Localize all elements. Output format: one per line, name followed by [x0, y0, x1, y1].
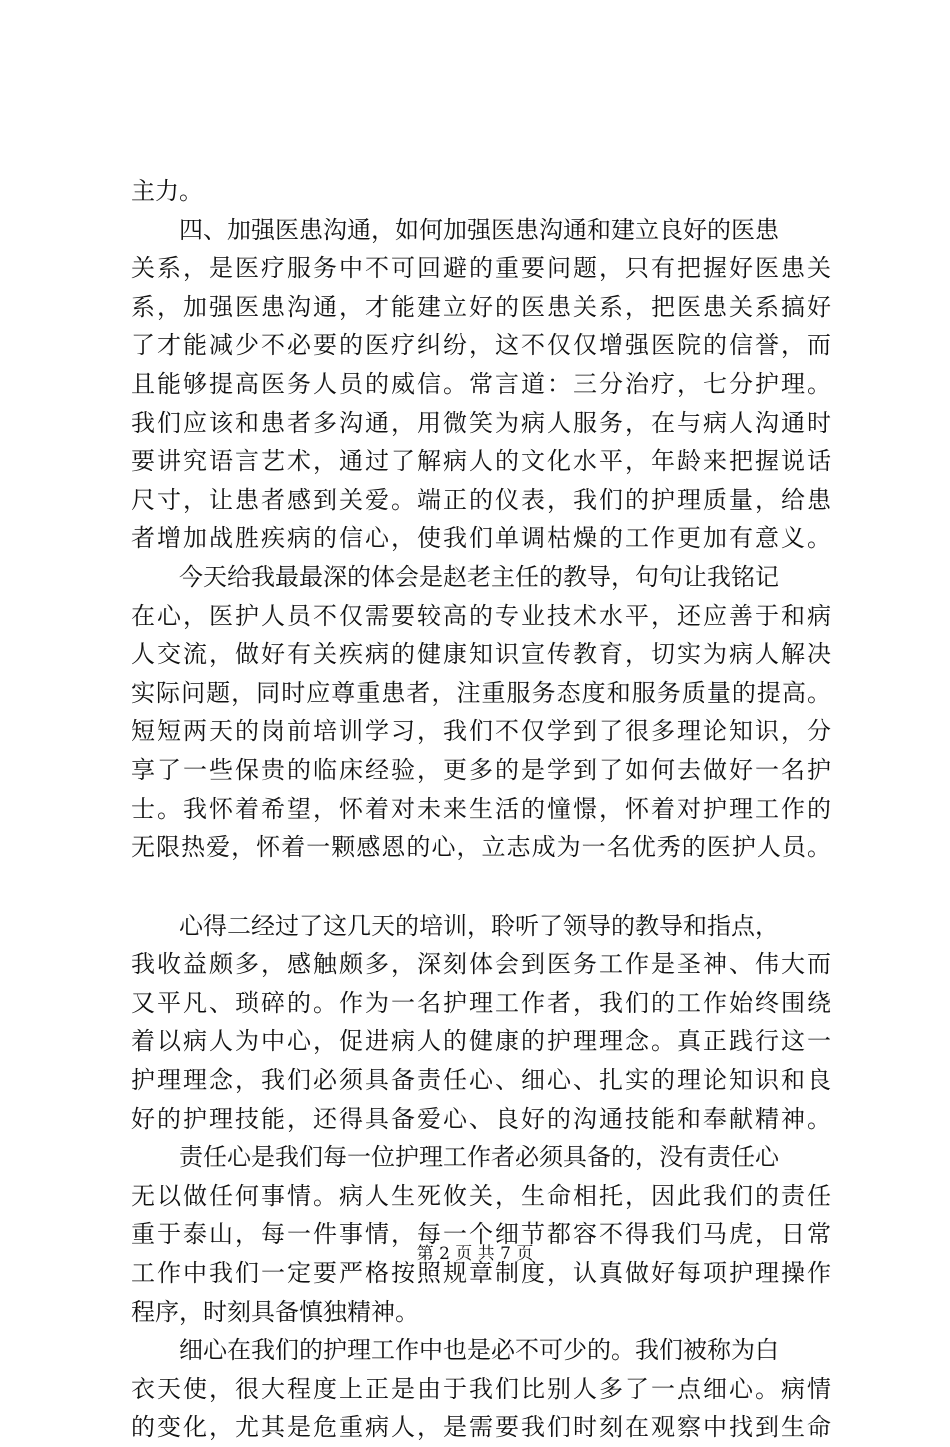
text-line: 好的护理技能，还得具备爱心、良好的沟通技能和奉献精神。: [131, 1104, 831, 1133]
text-line: 系，加强医患沟通，才能建立好的医患关系，把医患关系搞好: [131, 292, 831, 321]
text-line: 者增加战胜疾病的信心，使我们单调枯燥的工作更加有意义。: [131, 524, 831, 553]
text-line: 责任心是我们每一位护理工作者必须具备的，没有责任心: [179, 1143, 779, 1172]
text-line: 实际问题，同时应尊重患者，注重服务态度和服务质量的提高。: [131, 678, 831, 707]
text-line: 且能够提高医务人员的威信。常言道：三分治疗，七分护理。: [131, 369, 831, 398]
text-line: 衣天使，很大程度上正是由于我们比别人多了一点细心。病情: [131, 1374, 831, 1403]
text-line: 今天给我最最深的体会是赵老主任的教导，句句让我铭记: [179, 562, 779, 591]
text-line: 主力。: [131, 177, 203, 205]
text-line: 我们应该和患者多沟通，用微笑为病人服务，在与病人沟通时: [131, 408, 831, 437]
text-line: 程序，时刻具备慎独精神。: [131, 1297, 419, 1326]
text-line: 要讲究语言艺术，通过了解病人的文化水平，年龄来把握说话: [131, 447, 831, 476]
text-line: 工作中我们一定要严格按照规章制度，认真做好每项护理操作: [131, 1259, 831, 1288]
text-line: 无限热爱，怀着一颗感恩的心，立志成为一名优秀的医护人员。: [131, 833, 831, 862]
text-line: 我收益颇多，感触颇多，深刻体会到医务工作是圣神、伟大而: [131, 950, 831, 979]
text-line: 短短两天的岗前培训学习，我们不仅学到了很多理论知识，分: [131, 717, 831, 746]
text-line: 士。我怀着希望，怀着对未来生活的憧憬，怀着对护理工作的: [131, 794, 831, 823]
paragraph-gap: [131, 867, 831, 907]
text-line: 着以病人为中心，促进病人的健康的护理理念。真正践行这一: [131, 1027, 831, 1056]
text-line: 人交流，做好有关疾病的健康知识宣传教育，切实为病人解决: [131, 640, 831, 669]
text-line: 四、加强医患沟通，如何加强医患沟通和建立良好的医患: [179, 215, 779, 244]
text-line: 无以做任何事情。病人生死攸关，生命相托，因此我们的责任: [131, 1181, 831, 1210]
text-line: 的变化，尤其是危重病人，是需要我们时刻在观察中找到生命: [131, 1413, 831, 1442]
text-line: 又平凡、琐碎的。作为一名护理工作者，我们的工作始终围绕: [131, 988, 831, 1017]
page-number-footer: 第 2 页 共 7 页: [416, 1244, 534, 1264]
text-line: 在心，医护人员不仅需要较高的专业技术水平，还应善于和病: [131, 601, 831, 630]
text-line: 享了一些保贵的临床经验，更多的是学到了如何去做好一名护: [131, 755, 831, 784]
text-line: 关系，是医疗服务中不可回避的重要问题，只有把握好医患关: [131, 254, 831, 283]
text-line: 细心在我们的护理工作中也是必不可少的。我们被称为白: [179, 1336, 779, 1365]
text-line: 了才能减少不必要的医疗纠纷，这不仅仅增强医院的信誉，而: [131, 331, 831, 360]
text-line: 护理理念，我们必须具备责任心、细心、扎实的理论知识和良: [131, 1066, 831, 1095]
text-line: 尺寸，让患者感到关爱。端正的仪表，我们的护理质量，给患: [131, 485, 831, 514]
text-line: 重于泰山，每一件事情，每一个细节都容不得我们马虎，日常: [131, 1220, 831, 1249]
text-line: 心得二经过了这几天的培训，聆听了领导的教导和指点，: [179, 911, 779, 940]
